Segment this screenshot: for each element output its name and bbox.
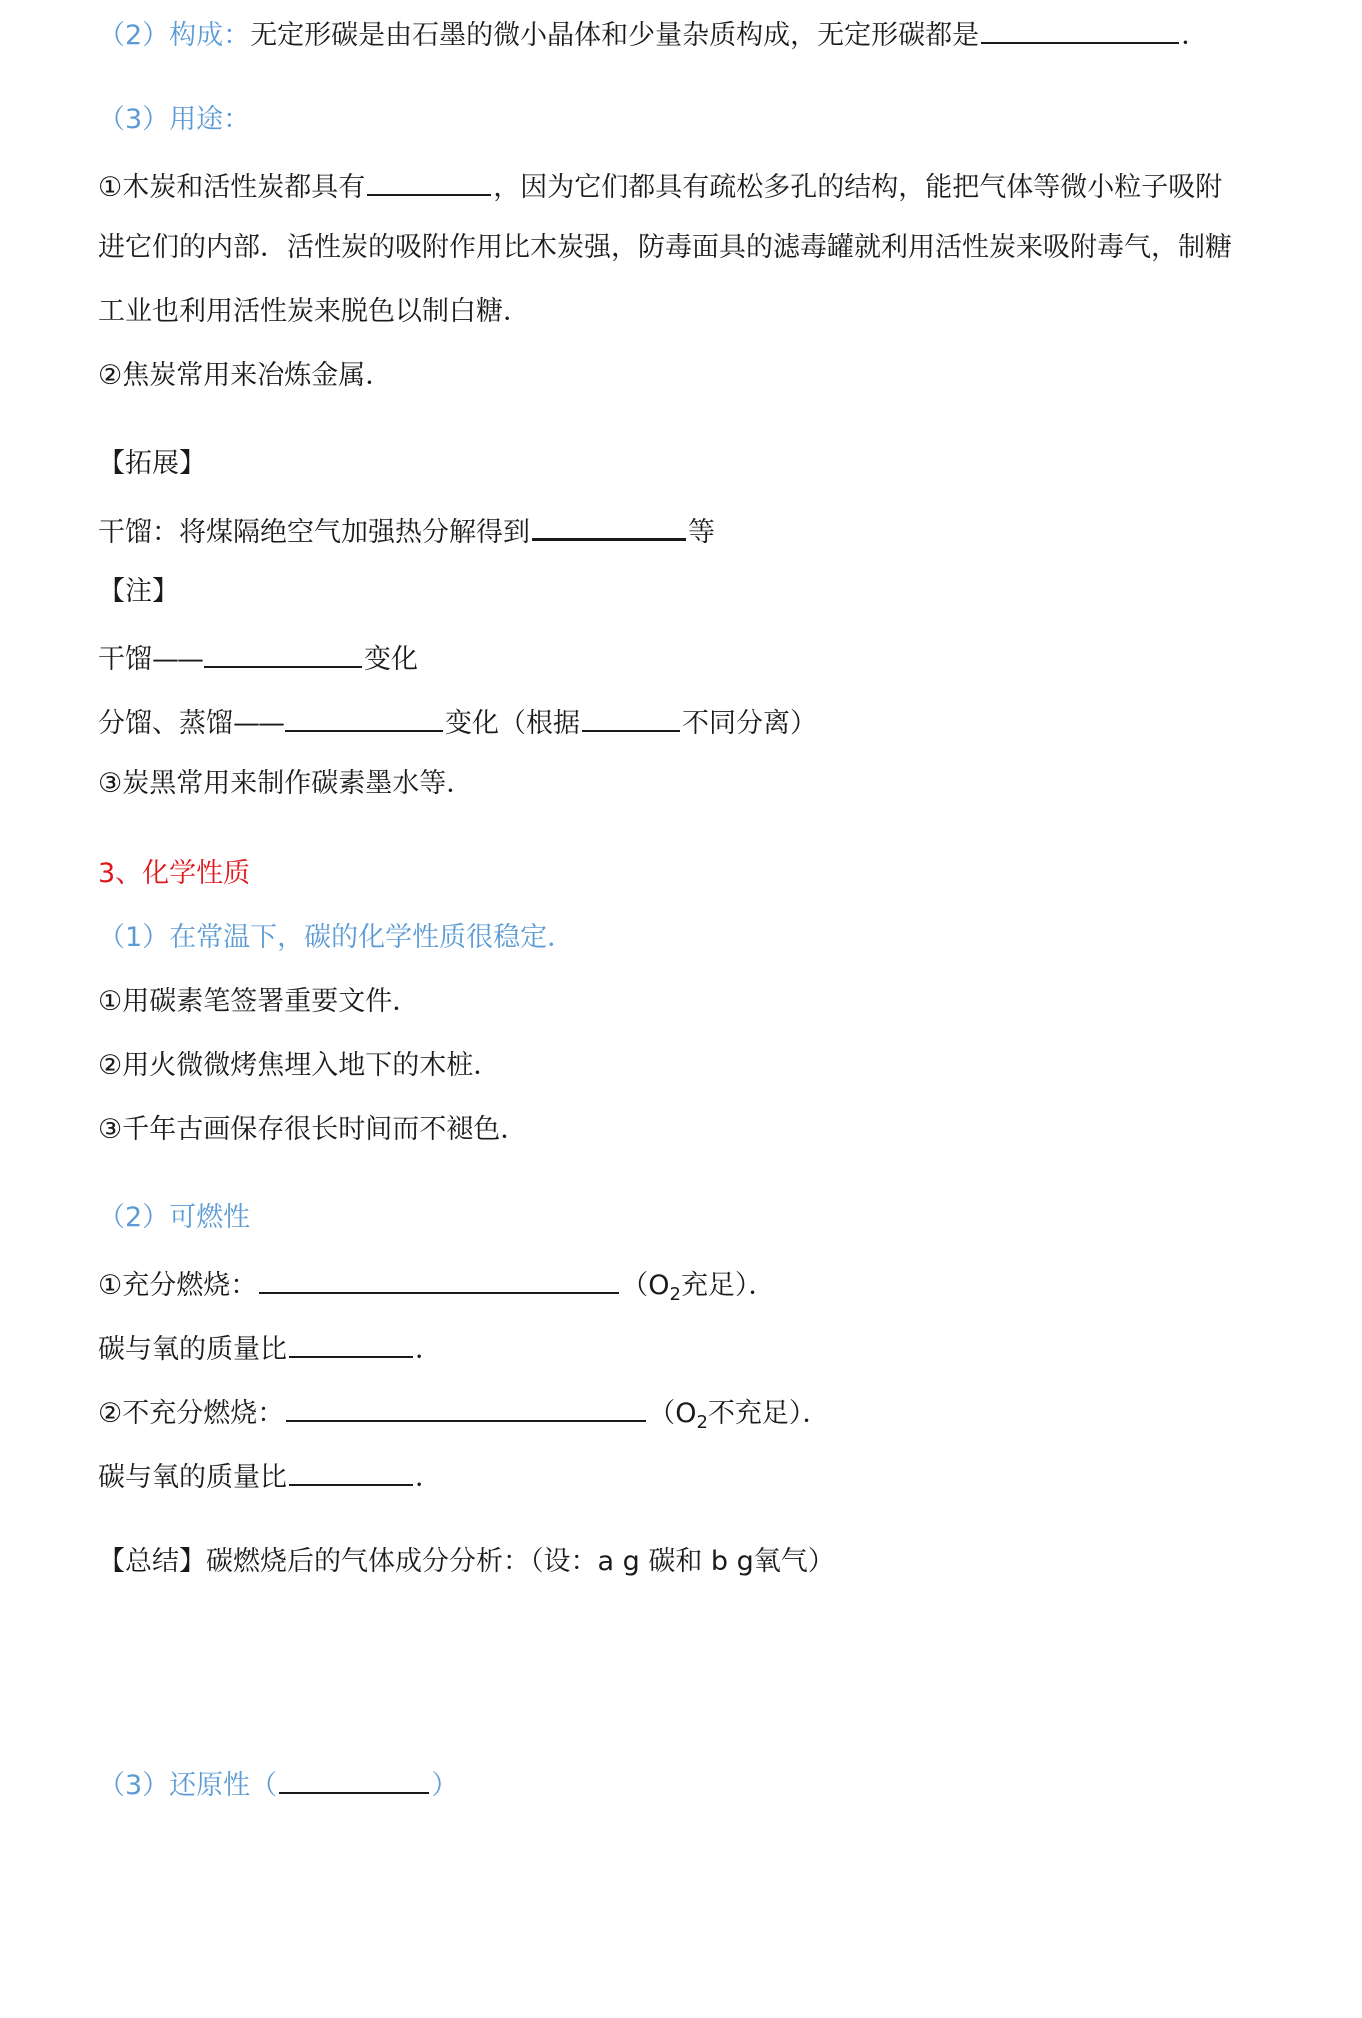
- ratio1-b: ．: [415, 1334, 442, 1365]
- note2-line: [98, 702, 1302, 742]
- note2-a: 分馏、蒸馏: [98, 708, 233, 739]
- full-c: 充足）．: [680, 1270, 776, 1301]
- composition-label: （2）构成：: [98, 20, 251, 51]
- reducibility-line: [98, 1764, 1302, 1804]
- note1-b: 变化: [364, 644, 418, 675]
- reduce-b: ）: [431, 1770, 459, 1801]
- extension-title: 【拓展】: [98, 448, 206, 479]
- answer-blank[interactable]: [582, 702, 680, 732]
- uses-item1-line3: 工业也利用活性炭来脱色以制白糖．: [98, 296, 530, 327]
- uses-item1-line2: 进它们的内部．活性炭的吸附作用比木炭强，防毒面具的滤毒罐就利用活性炭来吸附毒气，制糖: [98, 232, 1232, 263]
- partial-c: 不充足）．: [707, 1398, 830, 1429]
- partial-b: （O: [648, 1398, 697, 1429]
- dry-distill-a: 干馏：将煤隔绝空气加强热分解得到: [98, 517, 530, 548]
- stable-item3: ③千年古画保存很长时间而不褪色．: [98, 1114, 528, 1145]
- partial-combustion-line: [98, 1392, 1302, 1432]
- full-a: ①充分燃烧：: [98, 1270, 258, 1301]
- answer-blank[interactable]: [279, 1764, 429, 1794]
- note1-line: [98, 638, 1302, 678]
- dry-distill-b: 等: [688, 517, 715, 548]
- answer-blank[interactable]: [367, 166, 491, 196]
- answer-blank[interactable]: [289, 1456, 413, 1486]
- full-sub: 2: [669, 1284, 681, 1305]
- stable-item1: ①用碳素笔签署重要文件．: [98, 986, 420, 1017]
- note-title: 【注】: [98, 576, 179, 607]
- note2-b: 变化（根据: [445, 708, 580, 739]
- uses-item1-a: ①木炭和活性炭都具有: [98, 172, 366, 203]
- reduce-a: （3）还原性（: [98, 1770, 278, 1801]
- answer-blank[interactable]: [532, 510, 686, 541]
- ratio1-line: [98, 1328, 1302, 1368]
- ratio2-line: [98, 1456, 1302, 1496]
- answer-blank[interactable]: [259, 1264, 619, 1294]
- stable-heading: （1）在常温下，碳的化学性质很稳定．: [98, 922, 575, 953]
- partial-a: ②不充分燃烧：: [98, 1398, 285, 1429]
- ratio1-a: 碳与氧的质量比: [98, 1334, 287, 1365]
- composition-text: 无定形碳是由石墨的微小晶体和少量杂质构成，无定形碳都是: [250, 20, 980, 51]
- uses-item1-line1: [98, 166, 1302, 206]
- combustion-heading: （2）可燃性: [98, 1202, 251, 1233]
- note1-dash: ——: [152, 644, 202, 675]
- answer-blank[interactable]: [285, 702, 443, 732]
- answer-blank[interactable]: [981, 14, 1179, 44]
- composition-line: [98, 14, 1302, 54]
- note2-c: 不同分离）: [682, 708, 817, 739]
- ratio2-b: ．: [415, 1462, 442, 1493]
- partial-sub: 2: [696, 1412, 708, 1433]
- note1-a: 干馏: [98, 644, 152, 675]
- uses-heading: （3）用途：: [98, 104, 251, 135]
- chem-heading: 3、化学性质: [98, 858, 251, 889]
- answer-blank[interactable]: [286, 1392, 646, 1422]
- full-combustion-line: [98, 1264, 1302, 1304]
- dry-distillation-line: [98, 510, 1302, 551]
- answer-blank[interactable]: [204, 638, 362, 668]
- summary-line: 【总结】碳燃烧后的气体成分分析：（设：a g 碳和 b g氧气）: [98, 1546, 835, 1577]
- stable-item2: ②用火微微烤焦埋入地下的木桩．: [98, 1050, 501, 1081]
- full-b: （O: [621, 1270, 670, 1301]
- uses-item1-b: ，因为它们都具有疏松多孔的结构，能把气体等微小粒子吸附: [493, 172, 1223, 203]
- ratio2-a: 碳与氧的质量比: [98, 1462, 287, 1493]
- note2-dash: ——: [233, 708, 283, 739]
- uses-item3: ③炭黑常用来制作碳素墨水等．: [98, 768, 474, 799]
- answer-blank[interactable]: [289, 1328, 413, 1358]
- uses-item2: ②焦炭常用来冶炼金属．: [98, 360, 393, 391]
- composition-end: ．: [1181, 20, 1209, 51]
